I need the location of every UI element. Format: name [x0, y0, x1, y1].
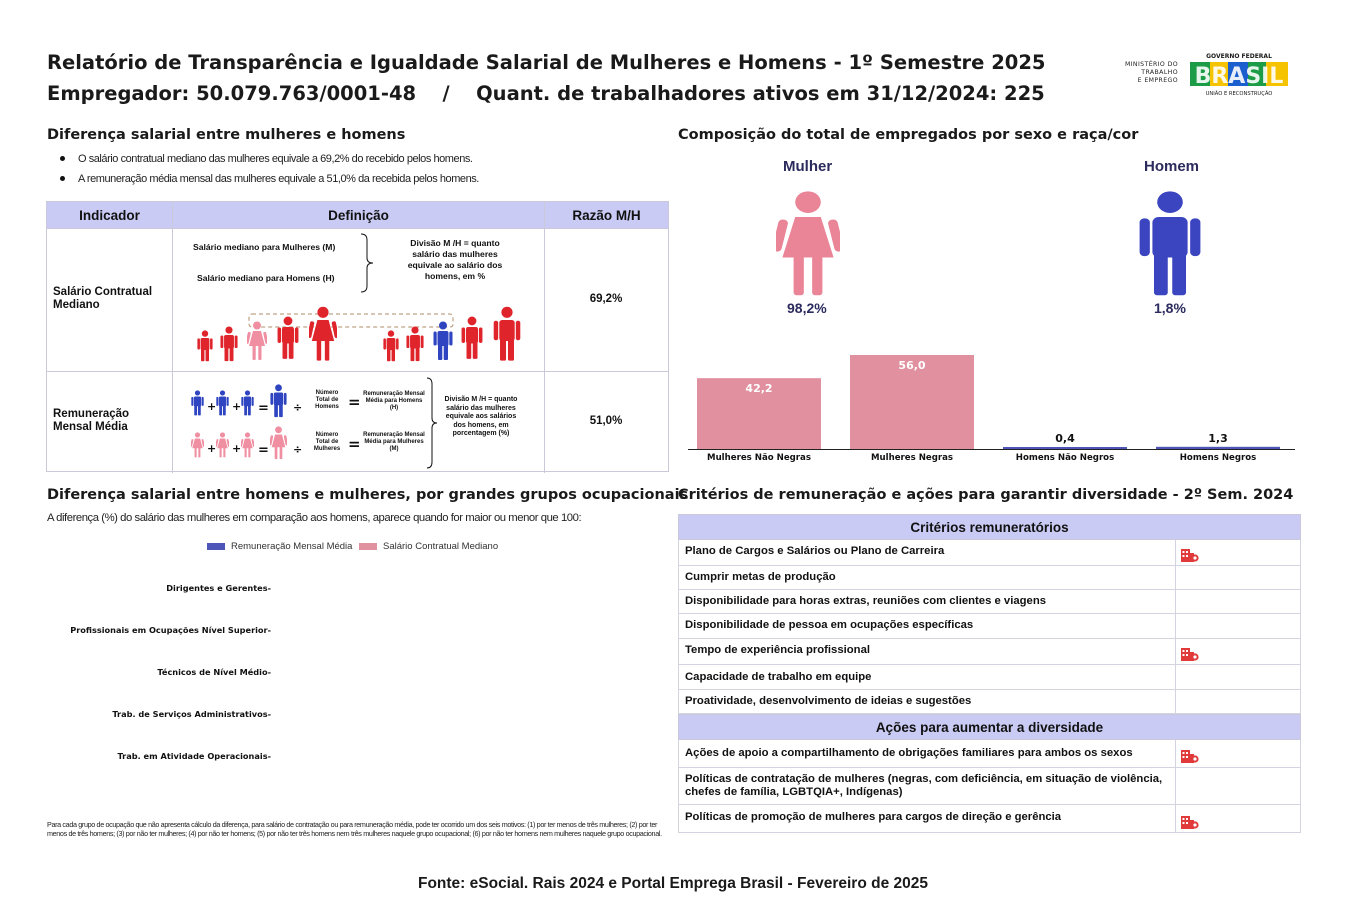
- company-check-icon: [1181, 749, 1199, 763]
- equals-icon: =: [348, 435, 361, 453]
- diversity-label: Políticas de promoção de mulheres para cargos de direção e gerência: [685, 811, 1062, 823]
- svg-text:=: =: [258, 443, 269, 458]
- occupation-label: Trab. em Atividade Operacionais-: [117, 751, 271, 761]
- remuneration-header: Critérios remuneratórios: [678, 514, 1301, 540]
- source-note: Fonte: eSocial. Rais 2024 e Portal Emprega Brasil - Fevereiro de 2025: [417, 875, 928, 892]
- criteria-table: [678, 514, 1301, 833]
- bar-homens-não-negros: [1003, 447, 1127, 449]
- race-bar-chart: [678, 340, 1308, 465]
- category-label: Homens Negros: [1179, 453, 1257, 463]
- government-logo: [1188, 52, 1290, 98]
- salary-diff-title: Diferença salarial entre mulheres e homens: [47, 127, 406, 143]
- diversity-row: [678, 805, 1301, 833]
- man-icon: [1138, 190, 1202, 298]
- men-pct: 1,8%: [1154, 300, 1186, 316]
- equals-icon: =: [348, 393, 361, 411]
- legend-item-monthly: [207, 541, 352, 552]
- criteria-label: Capacidade de trabalho em equipe: [685, 671, 872, 683]
- criteria-row: [678, 690, 1301, 714]
- bullet-item: A remuneração média mensal das mulheres equivale a 51,0% da recebida pelos homens.: [60, 172, 479, 192]
- svg-text:+: +: [232, 442, 242, 455]
- category-label: Mulheres Negras: [870, 453, 954, 463]
- legend-item-median: [359, 541, 498, 552]
- occupations-subtitle: A diferença (%) do salário das mulheres em comparação aos homens, aparece quando for maior ou menor que 100:: [47, 512, 582, 524]
- equation-illustration: [189, 382, 301, 464]
- occupation-label: Trab. de Serviços Administrativos-: [112, 709, 271, 719]
- people-illustration: [193, 300, 533, 368]
- gov-logo-word: BRASIL: [1194, 64, 1284, 89]
- indicator-table: [46, 201, 669, 472]
- occupation-label: Dirigentes e Gerentes-: [166, 583, 271, 593]
- svg-text:+: +: [232, 400, 242, 413]
- gov-logo-bottom: UNIÃO E RECONSTRUÇÃO: [1205, 91, 1273, 97]
- company-check-icon: [1181, 548, 1199, 562]
- svg-text:=: =: [258, 401, 269, 416]
- svg-text:÷: ÷: [293, 443, 303, 456]
- report-title: Relatório de Transparência e Igualdade Salarial de Mulheres e Homens - 1º Semestre 2025: [47, 51, 1046, 74]
- criteria-row: [678, 639, 1301, 665]
- ratio-median-salary: 69,2%: [589, 293, 623, 305]
- def-men-median: Salário mediano para Homens (H): [197, 273, 335, 283]
- category-label: Homens Não Negros: [1015, 453, 1115, 463]
- salary-diff-bullets: [60, 152, 479, 192]
- woman-icon: [776, 190, 840, 298]
- occupation-label: Técnicos de Nível Médio-: [157, 667, 271, 677]
- def-division-monthly: Divisão M /H = quanto salário das mulheres equivale aos salários dos homens, em porcentagem (%): [444, 396, 518, 437]
- ratio-monthly-avg: 51,0%: [589, 415, 623, 427]
- company-check-icon: [1181, 815, 1199, 829]
- bar-value-label: 42,2: [745, 382, 773, 396]
- indicator-monthly-avg: Remuneração Mensal Média: [53, 408, 130, 433]
- bar-value-label: 56,0: [898, 359, 926, 372]
- bar-value-label: 0,4: [1055, 432, 1075, 445]
- def-division-median: Divisão M /H = quanto salário das mulheres equivale ao salário dos homens, em %: [407, 238, 503, 281]
- criteria-label: Cumprir metas de produção: [685, 571, 836, 583]
- col-header-definition: Definição: [173, 202, 544, 228]
- women-avg-label: Remuneração Mensal Média para Mulheres (M): [363, 432, 425, 452]
- criteria-row: [678, 540, 1301, 566]
- criteria-label: Proatividade, desenvolvimento de ideias e sugestões: [685, 695, 972, 707]
- report-subtitle: [47, 82, 1045, 105]
- criteria-label: Disponibilidade para horas extras, reuniões com clientes e viagens: [685, 595, 1047, 607]
- ministry-logo-line2: TRABALHO: [1141, 69, 1178, 76]
- ministry-logo-line1: MINISTÉRIO DO: [1124, 61, 1178, 68]
- diversity-row: [678, 768, 1301, 805]
- men-avg-label: Remuneração Mensal Média para Homens (H): [363, 391, 425, 411]
- footnote: Para cada grupo de ocupação que não apresenta cálculo da diferença, para salário de contratação ou para remuneração média, pode ter ocorrido um dos seis motivos: (1) por ter menos de três mulheres; (2) por ter menos de três homens; (3) por não ter mulheres; (4) por não ter homens; (5) por não ter três homens nem três mulheres naquele grupo ocupacional; (6) por não ter homens nem mulheres naquele grupo ocupacional.: [47, 820, 662, 838]
- occupation-label: Profissionais em Ocupações Nível Superior-: [70, 625, 271, 635]
- occupations-title: Diferença salarial entre homens e mulheres, por grandes grupos ocupacionais: [47, 487, 689, 503]
- criteria-label: Disponibilidade de pessoa em ocupações específicas: [685, 619, 974, 631]
- men-label: Homem: [1144, 158, 1200, 175]
- diversity-label: Ações de apoio a compartilhamento de obrigações familiares para ambos os sexos: [685, 747, 1133, 759]
- ministry-logo-line3: E EMPREGO: [1137, 77, 1178, 84]
- category-label: Mulheres Não Negras: [707, 453, 811, 463]
- brace-icon: [359, 232, 375, 294]
- diversity-row: [678, 740, 1301, 768]
- col-header-indicator: Indicador: [47, 202, 172, 228]
- criteria-row: [678, 590, 1301, 614]
- bullet-item: O salário contratual mediano das mulheres equivale a 69,2% do recebido pelos homens.: [60, 152, 479, 172]
- col-header-ratio: Razão M/H: [545, 202, 668, 228]
- separator: /: [442, 82, 450, 105]
- svg-text:+: +: [207, 442, 217, 455]
- svg-text:+: +: [207, 400, 217, 413]
- women-label: Mulher: [783, 158, 833, 175]
- ministry-logo: [1106, 61, 1178, 85]
- composition-title: Composição do total de empregados por sexo e raça/cor: [678, 127, 1139, 143]
- indicator-median-salary: Salário Contratual Mediano: [53, 286, 153, 311]
- women-count-label: Número Total de Mulheres: [313, 432, 341, 452]
- workers-label: Quant. de trabalhadores ativos em 31/12/2024: 225: [476, 82, 1045, 105]
- criteria-label: Plano de Cargos e Salários ou Plano de Carreira: [685, 545, 945, 557]
- criteria-label: Tempo de experiência profissional: [685, 644, 870, 656]
- bar-value-label: 1,3: [1208, 431, 1228, 445]
- men-count-label: Número Total de Homens: [315, 390, 339, 410]
- legend-swatch: [207, 543, 225, 550]
- criteria-row: [678, 665, 1301, 690]
- criteria-row: [678, 614, 1301, 639]
- diversity-header: Ações para aumentar a diversidade: [678, 714, 1301, 740]
- company-check-icon: [1181, 647, 1199, 661]
- legend-label: Salário Contratual Mediano: [383, 541, 499, 552]
- def-women-median: Salário mediano para Mulheres (M): [193, 242, 336, 252]
- brace-icon: [425, 376, 439, 470]
- svg-text:÷: ÷: [293, 401, 303, 414]
- diversity-label: Políticas de contratação de mulheres (negras, com deficiência, em situação de violência, chefes de família, LGBTQIA+, Indígenas): [685, 773, 1163, 798]
- legend-label: Remuneração Mensal Média: [231, 541, 353, 552]
- women-pct: 98,2%: [787, 300, 827, 316]
- bar-homens-negros: [1156, 447, 1280, 449]
- criteria-title: Critérios de remuneração e ações para garantir diversidade - 2º Sem. 2024: [678, 487, 1294, 503]
- gov-logo-top: GOVERNO FEDERAL: [1206, 53, 1272, 60]
- employer-label: Empregador: 50.079.763/0001-48: [47, 82, 417, 105]
- legend-swatch: [359, 543, 377, 550]
- criteria-row: [678, 566, 1301, 590]
